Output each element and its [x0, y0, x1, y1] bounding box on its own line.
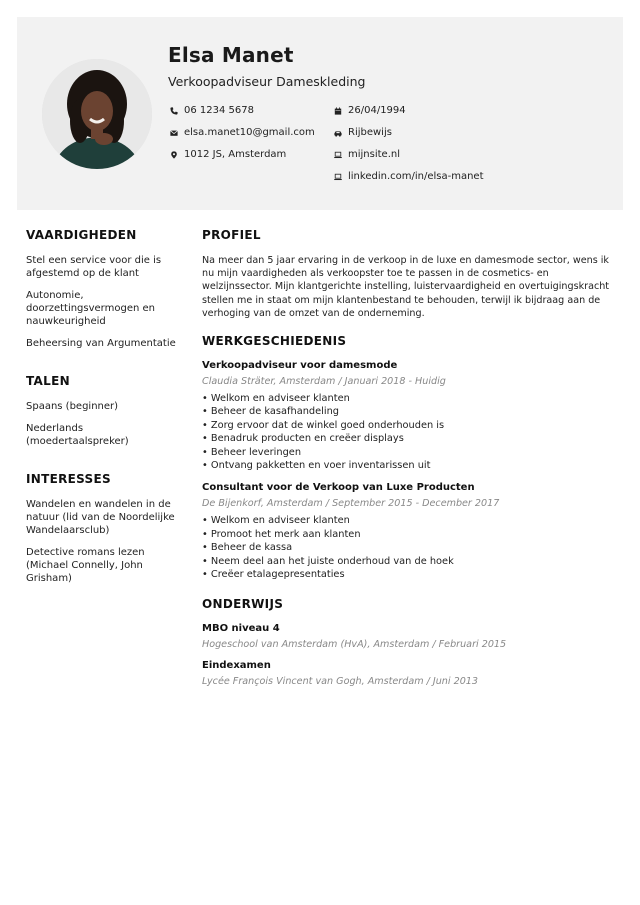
- interest-item: Detective romans lezen (Michael Connelly, John Grisham): [26, 547, 145, 584]
- job-role: Verkoopadviseur voor damesmode: [202, 360, 398, 372]
- skill-item: Autonomie, doorzettingsvermogen en nauwkeurigheid: [26, 290, 155, 327]
- interests-section: [26, 472, 181, 585]
- calendar-icon: [334, 107, 342, 115]
- laptop-icon: [334, 173, 342, 181]
- contact-license-text: Rijbewijs: [348, 127, 392, 138]
- job-tasks: [202, 514, 618, 581]
- education-title: ONDERWIJS: [202, 597, 284, 612]
- job-task: • Ontvang pakketten en voer inventarissen uit: [202, 459, 618, 472]
- contact-linkedin[interactable]: [334, 171, 484, 182]
- education-meta: Lycée François Vincent van Gogh, Amsterdam / Juni 2013: [202, 676, 479, 688]
- education-degree: Eindexamen: [202, 660, 271, 672]
- education-degree: MBO niveau 4: [202, 623, 280, 635]
- contact-email-text: elsa.manet10@gmail.com: [184, 127, 315, 138]
- skills-title: VAARDIGHEDEN: [26, 228, 137, 242]
- job-task: • Zorg ervoor dat de winkel goed onderhouden is: [202, 419, 618, 432]
- contact-website[interactable]: [334, 149, 400, 160]
- envelope-icon: [170, 129, 178, 137]
- job-role: Consultant voor de Verkoop van Luxe Producten: [202, 482, 475, 494]
- job-task: • Beheer de kassa: [202, 541, 618, 554]
- job-meta: De Bijenkorf, Amsterdam / September 2015 - December 2017: [202, 498, 500, 510]
- job-task: • Neem deel aan het juiste onderhoud van de hoek: [202, 555, 618, 568]
- profile-text: Na meer dan 5 jaar ervaring in de verkoop in de luxe en damesmode sector, wens ik nu mijn vaardigheden als verkoopster toe te passen in de cosmetics- en welzijnssector. Mijn klantgerichte instelling, luistervaardigheid en overtuigingskracht stellen me in staat om mijn klantenbestand te behouden, terwijl ik bijdraag aan de verhoging van de omzet van de onderneming.: [202, 255, 610, 319]
- phone-icon: [170, 107, 178, 115]
- work-history-title: WERKGESCHIEDENIS: [202, 334, 347, 349]
- contact-phone: [170, 105, 254, 116]
- job-tasks: [202, 392, 618, 472]
- candidate-name: Elsa Manet: [168, 43, 294, 67]
- language-item: Nederlands (moedertaalspreker): [26, 423, 129, 447]
- contact-license: [334, 127, 392, 138]
- laptop-icon: [334, 151, 342, 159]
- contact-linkedin-text: linkedin.com/in/elsa-manet: [348, 171, 484, 182]
- skills-section: [26, 228, 181, 350]
- education-entry: [202, 660, 618, 687]
- job-task: • Promoot het merk aan klanten: [202, 528, 618, 541]
- education-meta: Hogeschool van Amsterdam (HvA), Amsterdam / Februari 2015: [202, 639, 507, 651]
- left-column: [26, 228, 181, 609]
- skill-item: Stel een service voor die is afgestemd op de klant: [26, 255, 162, 279]
- language-item: Spaans (beginner): [26, 401, 119, 412]
- map-pin-icon: [170, 151, 178, 159]
- interest-item: Wandelen en wandelen in de natuur (lid van de Noordelijke Wandelaarsclub): [26, 499, 175, 536]
- cv-header: [17, 17, 623, 210]
- job-entry: [202, 482, 618, 581]
- job-task: • Welkom en adviseer klanten: [202, 514, 618, 527]
- job-task: • Beheer de kasafhandeling: [202, 405, 618, 418]
- languages-title: TALEN: [26, 374, 70, 388]
- car-icon: [334, 129, 342, 137]
- contact-phone-text: 06 1234 5678: [184, 105, 254, 116]
- job-task: • Benadruk producten en creëer displays: [202, 432, 618, 445]
- job-entry: [202, 360, 618, 472]
- skill-item: Beheersing van Argumentatie: [26, 338, 176, 349]
- contact-birthdate: [334, 105, 406, 116]
- right-column: [202, 228, 618, 697]
- profile-photo: [42, 59, 152, 169]
- contact-website-text: mijnsite.nl: [348, 149, 400, 160]
- job-task: • Beheer leveringen: [202, 446, 618, 459]
- contact-address: [170, 149, 286, 160]
- profile-photo-image: [42, 59, 152, 169]
- languages-section: [26, 374, 181, 448]
- profile-title: PROFIEL: [202, 228, 261, 242]
- candidate-title: Verkoopadviseur Dameskleding: [168, 74, 366, 89]
- job-task: • Welkom en adviseer klanten: [202, 392, 618, 405]
- interests-title: INTERESSES: [26, 472, 111, 486]
- contact-birthdate-text: 26/04/1994: [348, 105, 406, 116]
- education-entry: [202, 623, 618, 650]
- job-task: • Creëer etalagepresentaties: [202, 568, 618, 581]
- contact-email[interactable]: [170, 127, 315, 138]
- contact-address-text: 1012 JS, Amsterdam: [184, 149, 287, 160]
- job-meta: Claudia Sträter, Amsterdam / Januari 2018 - Huidig: [202, 376, 446, 388]
